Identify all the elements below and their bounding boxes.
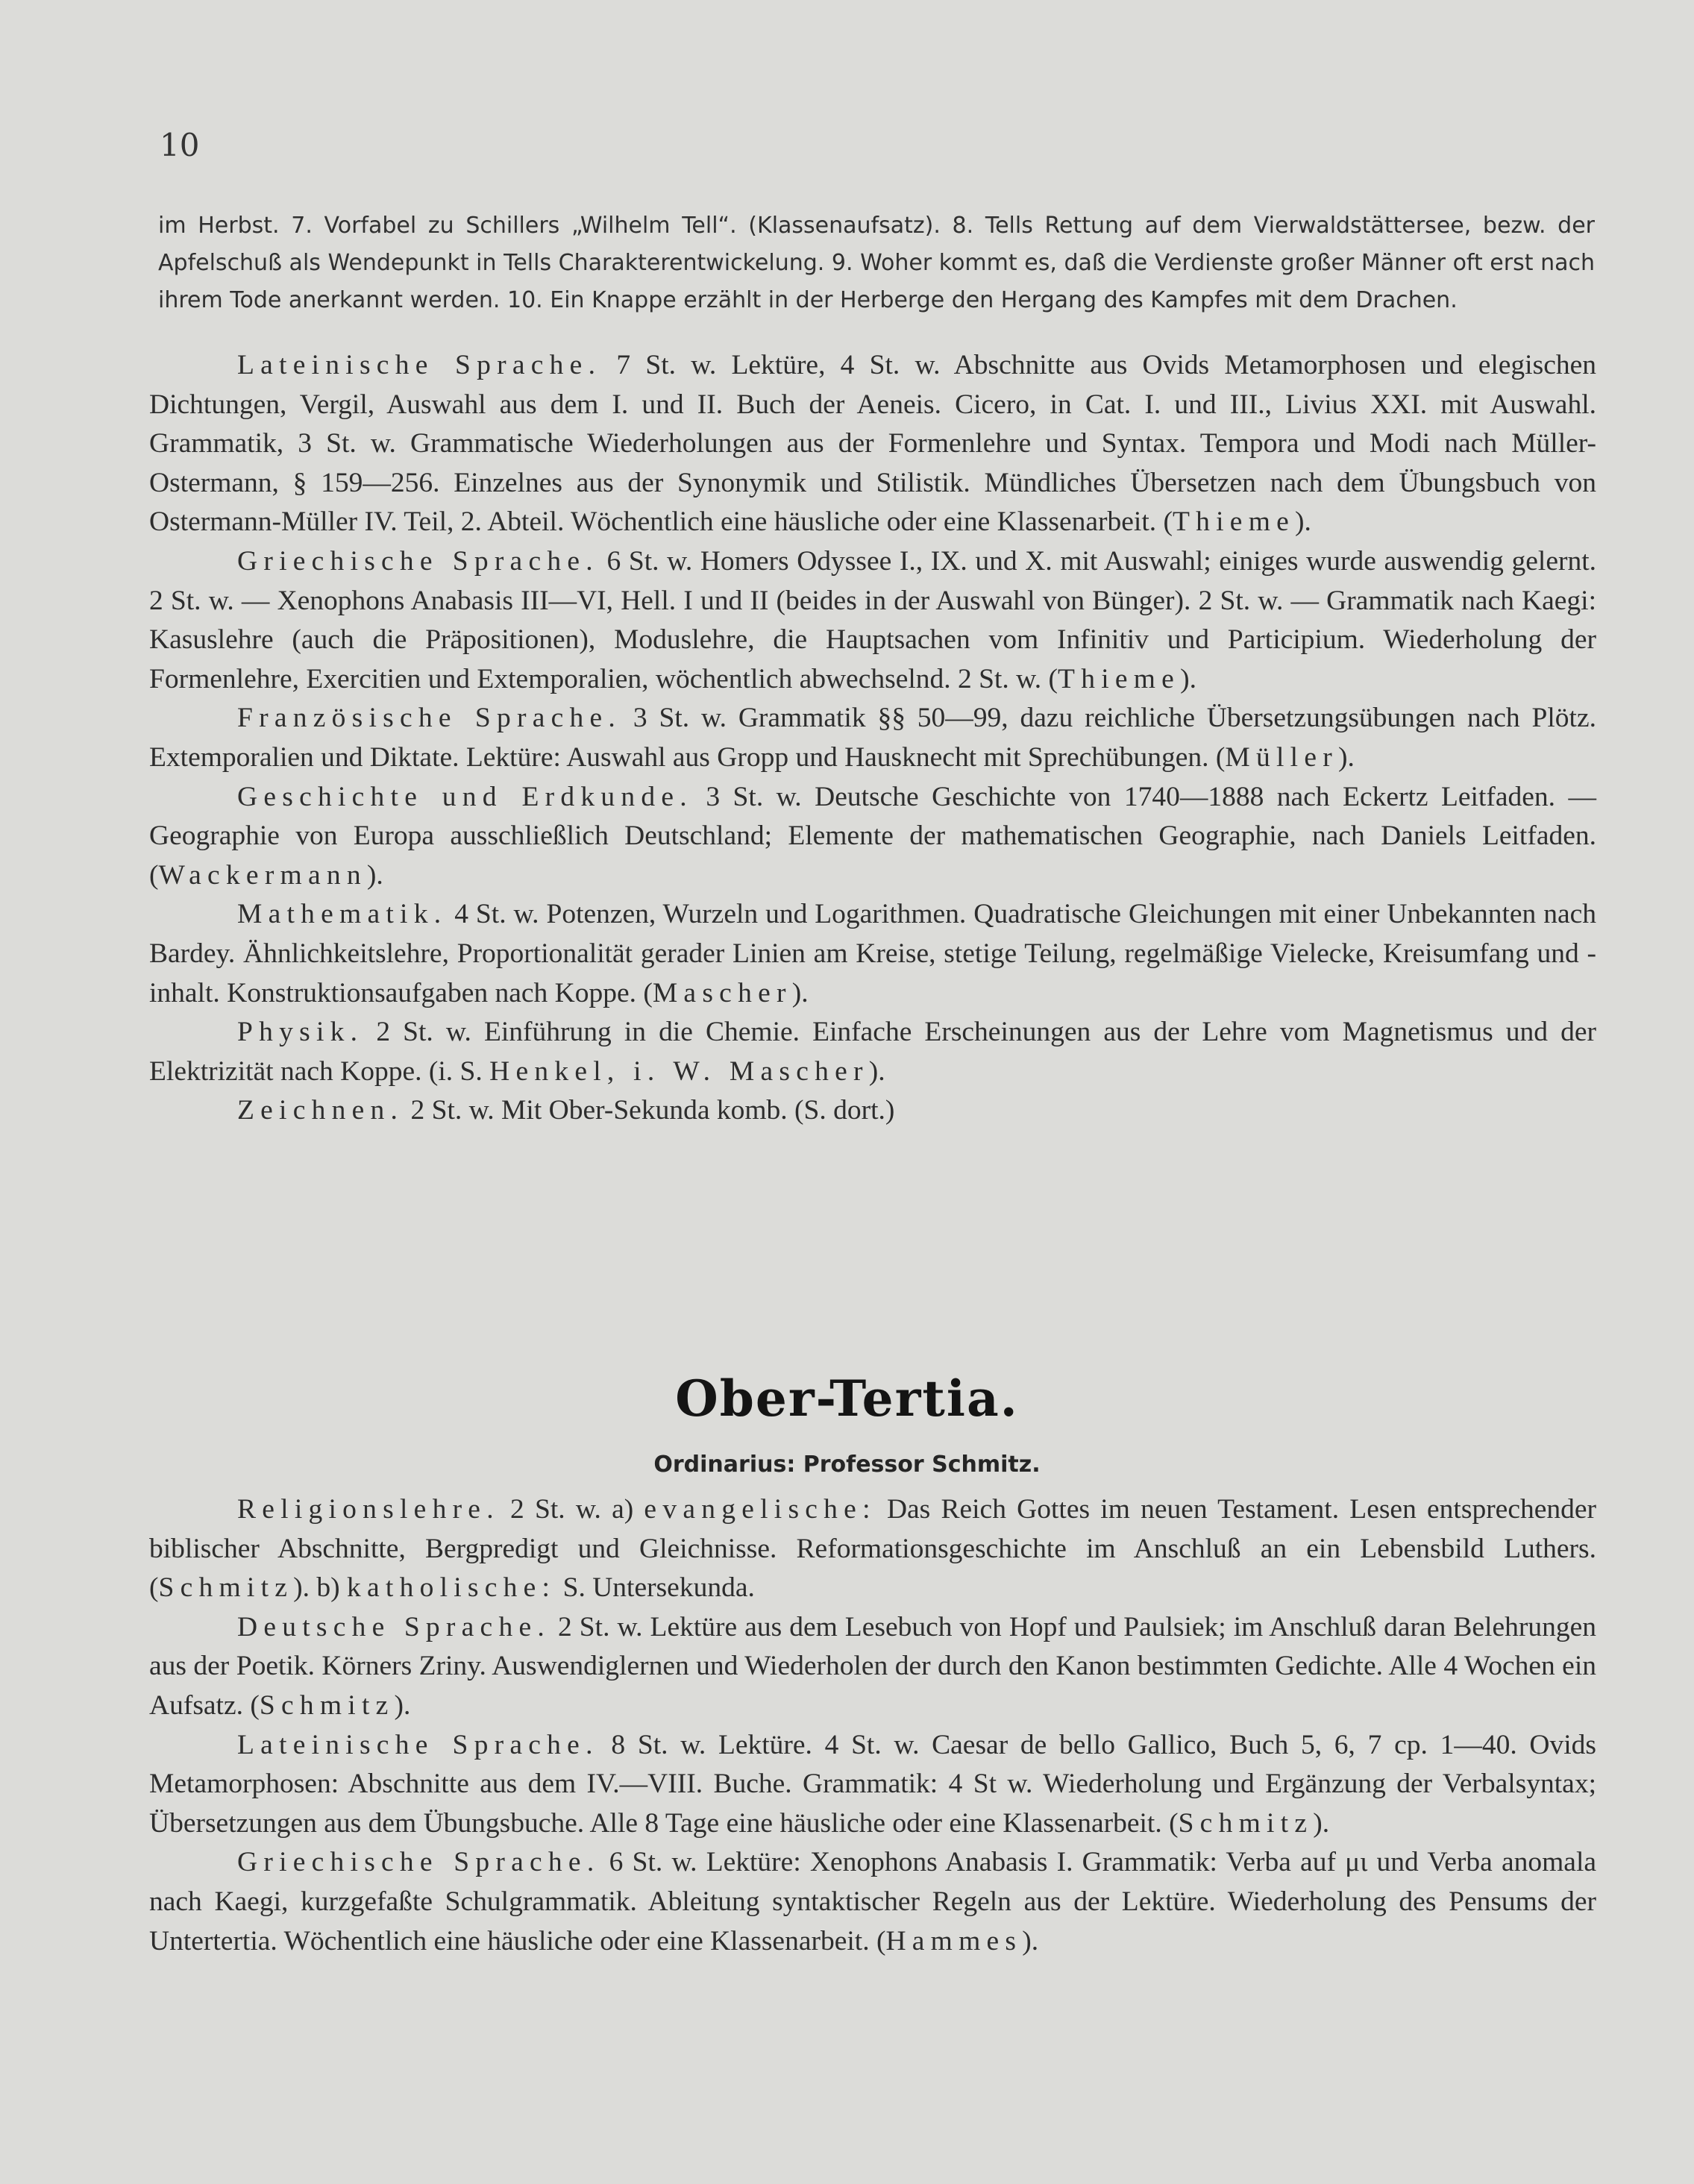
- subject-name: Mathematik.: [237, 899, 448, 930]
- section-heading: Ober-Tertia.: [675, 1369, 1019, 1428]
- teacher-name: Wackermann: [158, 859, 367, 891]
- denomination-label: evangelische:: [644, 1494, 876, 1525]
- section-paragraph: [149, 1843, 1596, 1961]
- section-tail: ).: [1022, 1925, 1039, 1957]
- section-text: 2 St. w. Lektüre aus dem Lesebuch von Hopf und Paulsiek; im Anschluß daran Belehrungen aus der Poetik. Körners Zriny. Auswendiglernen und Wiederholen der durch den Kanon bestimmten Gedichte. Alle 4 Wochen ein Aufsatz. (: [149, 1611, 1596, 1721]
- teacher-name: Thieme: [1172, 506, 1296, 538]
- subject-list-unter-tertia: [149, 346, 1596, 1131]
- section-paragraph: [149, 895, 1596, 1013]
- ordinarius-line: Ordinarius: Professor Schmitz.: [653, 1452, 1041, 1478]
- section-text: 3 St. w. Deutsche Geschichte von 1740—1888 nach Eckertz Leitfaden. — Geographie von Europa ausschließlich Deutschland; Elemente der mathematischen Geographie, nach Daniels Leitfaden. (: [149, 781, 1596, 891]
- subject-name: Religionslehre.: [237, 1494, 500, 1525]
- section-text: S. Untersekunda.: [556, 1572, 755, 1604]
- denomination-label: katholische:: [347, 1572, 556, 1604]
- teacher-name: Schmitz: [259, 1689, 395, 1721]
- subject-name: Französische Sprache.: [237, 703, 622, 734]
- section-paragraph: [149, 778, 1596, 896]
- section-text: 4 St. w. Potenzen, Wurzeln und Logarithmen. Quadratische Gleichungen mit einer Unbekannten nach Bardey. Ähnlichkeitslehre, Proportionalität gerader Linien am Kreise, stetige Teilung, regelmäßige Vielecke, Kreisumfang und -inhalt. Konstruktionsaufgaben nach Koppe. (: [149, 899, 1596, 1008]
- teacher-name: Thieme: [1058, 663, 1181, 694]
- teacher-name: Schmitz: [1178, 1807, 1314, 1839]
- section-tail: ).: [1180, 663, 1196, 694]
- section-text: Das Reich Gottes im neuen Testament. Lesen entsprechender biblischer Abschnitte, Bergpredigt und Gleichnisse. Reformationsgeschichte im Anschluß an ein Lebensbild Luthers. (: [149, 1494, 1596, 1604]
- section-paragraph: [149, 1490, 1596, 1608]
- section-text: ). b): [293, 1572, 348, 1604]
- subject-name: Griechische Sprache.: [237, 1847, 600, 1878]
- subject-name: Physik.: [237, 1017, 364, 1048]
- subject-name: Zeichnen.: [237, 1095, 404, 1126]
- page-number: 10: [160, 127, 200, 163]
- section-text: 2 St. w. Einführung in die Chemie. Einfache Erscheinungen aus der Lehre vom Magnetismus und der Elektrizität nach Koppe. (i. S.: [149, 1017, 1596, 1087]
- teacher-name: Henkel, i. W. Mascher: [489, 1055, 869, 1087]
- subject-name: Griechische Sprache.: [237, 545, 599, 577]
- teacher-name: Hammes: [885, 1925, 1023, 1957]
- section-text: 2 St. w. a): [499, 1494, 644, 1525]
- subject-name: Lateinische Sprache.: [237, 350, 602, 380]
- section-tail: ).: [868, 1055, 885, 1087]
- subject-name: Deutsche Sprache.: [237, 1611, 550, 1642]
- section-paragraph: [149, 1726, 1596, 1844]
- section-paragraph: [149, 542, 1596, 699]
- subject-name: Geschichte und Erdkunde.: [237, 781, 693, 812]
- subject-list-ober-tertia: [149, 1490, 1596, 1961]
- section-tail: ).: [1313, 1807, 1330, 1839]
- subject-name: Lateinische Sprache.: [237, 1729, 599, 1760]
- section-tail: ).: [1295, 506, 1311, 538]
- intro-paragraph: im Herbst. 7. Vorfabel zu Schillers „Wilhelm Tell“. (Klassenaufsatz). 8. Tells Rettung auf dem Vierwaldstättersee, bezw. der Apfelschuß als Wendepunkt in Tells Charakterentwickelung. 9. Woher kommt es, daß die Verdienste großer Männer oft erst nach ihrem Tode anerkannt werden. 10. Ein Knappe erzählt in der Herberge den Hergang des Kampfes mit dem Drachen.: [158, 213, 1595, 313]
- section-text: 6 St. w. Lektüre: Xenophons Anabasis I. Grammatik: Verba auf μι und Verba anomala nach Kaegi, kurzgefaßte Schulgrammatik. Ableitung syntaktischer Regeln aus der Lektüre. Wiederholung des Pensums der Untertertia. Wöchentlich eine häusliche oder eine Klassenarbeit. (: [149, 1847, 1597, 1957]
- teacher-name: Schmitz: [158, 1572, 294, 1604]
- teacher-name: Mascher: [652, 977, 792, 1008]
- section-text: 2 St. w. Mit Ober-Sekunda komb. (S. dort.): [404, 1095, 895, 1126]
- section-paragraph: [149, 346, 1596, 542]
- section-paragraph: [149, 699, 1596, 777]
- section-paragraph: [149, 1091, 1596, 1131]
- section-paragraph: [149, 1013, 1596, 1091]
- section-text: 7 St. w. Lektüre, 4 St. w. Abschnitte aus Ovids Metamorphosen und elegischen Dichtungen, Vergil, Auswahl aus dem I. und II. Buch der Aeneis. Cicero, in Cat. I. und III., Livius XXI. mit Auswahl. Grammatik, 3 St. w. Grammatische Wiederholungen aus der Formenlehre und Syntax. Tempora und Modi nach Müller-Ostermann, § 159—256. Einzelnes aus der Synonymik und Stilistik. Mündliches Übersetzen nach dem Übungsbuch von Ostermann-Müller IV. Teil, 2. Abteil. Wöchentlich eine häusliche oder eine Klassenarbeit. (: [149, 350, 1596, 538]
- section-tail: ).: [394, 1689, 411, 1721]
- teacher-name: Müller: [1225, 741, 1338, 773]
- section-text: 6 St. w. Homers Odyssee I., IX. und X. mit Auswahl; einiges wurde auswendig gelernt. 2 St. w. — Xenophons Anabasis III—VI, Hell. I und II (beides in der Auswahl von Bünger). 2 St. w. — Grammatik nach Kaegi: Kasuslehre (auch die Präpositionen), Moduslehre, die Hauptsachen vom Infinitiv und Participium. Wiederholung der Formenlehre, Exercitien und Extemporalien, wöchentlich abwechselnd. 2 St. w. (: [149, 545, 1596, 694]
- section-tail: ).: [366, 859, 383, 891]
- section-tail: ).: [1337, 741, 1355, 773]
- section-paragraph: [149, 1608, 1596, 1726]
- section-text: 8 St. w. Lektüre. 4 St. w. Caesar de bello Gallico, Buch 5, 6, 7 cp. 1—40. Ovids Metamorphosen: Abschnitte aus dem IV.—VIII. Buche. Grammatik: 4 St w. Wiederholung und Ergänzung der Verbalsyntax; Übersetzungen aus dem Übungsbuche. Alle 8 Tage eine häusliche oder eine Klassenarbeit. (: [149, 1729, 1596, 1839]
- section-tail: ).: [791, 977, 809, 1008]
- section-text: 3 St. w. Grammatik §§ 50—99, dazu reichliche Übersetzungsübungen nach Plötz. Extemporalien und Diktate. Lektüre: Auswahl aus Gropp und Hausknecht mit Sprechübungen. (: [149, 703, 1596, 773]
